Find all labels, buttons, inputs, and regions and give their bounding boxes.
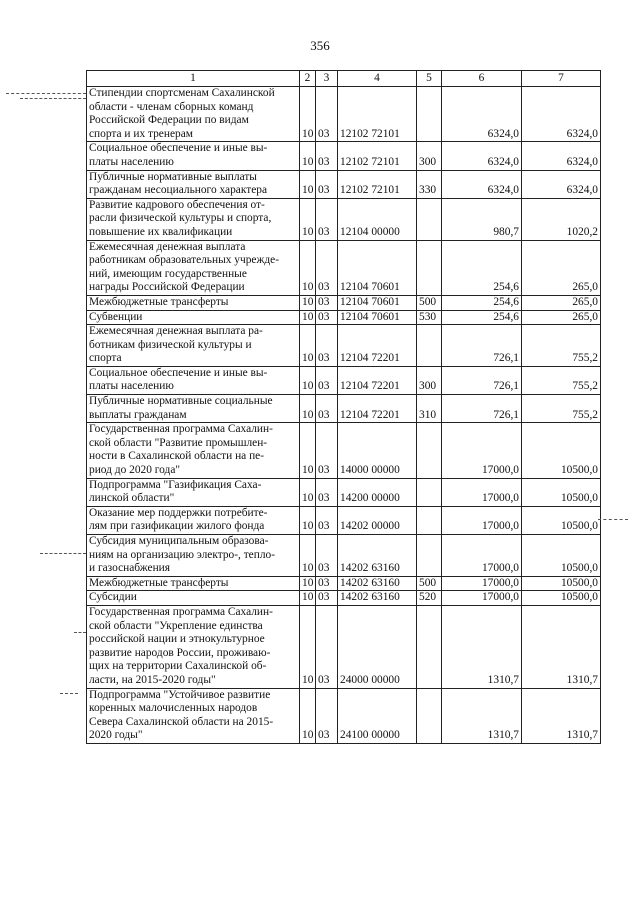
subsection-code: 03 <box>316 366 338 394</box>
target-article-code: 12102 72101 <box>338 142 417 170</box>
table-row <box>87 142 601 170</box>
target-article-code: 14000 00000 <box>338 423 417 478</box>
subsection-code: 03 <box>316 423 338 478</box>
row-name <box>87 87 300 142</box>
target-article-code: 12102 72101 <box>338 87 417 142</box>
row-name-line: Субсидии <box>89 591 137 604</box>
expense-type-code <box>417 535 442 577</box>
amount-2021: 6324,0 <box>522 87 601 142</box>
row-name-line: Субсидия муниципальным образова- <box>89 535 269 547</box>
row-name-line: 2020 годы" <box>89 729 143 742</box>
row-name-line: Развитие кадрового обеспечения от- <box>89 198 265 211</box>
page-number: 356 <box>310 38 330 53</box>
scan-artifact <box>74 632 86 633</box>
row-name <box>87 142 300 170</box>
row-name-line: Оказание мер поддержки потребите- <box>89 506 268 519</box>
row-name-line: платы населению <box>89 380 174 393</box>
amount-2021: 755,2 <box>522 366 601 394</box>
target-article-code: 12104 70601 <box>338 295 417 310</box>
expense-type-code <box>417 478 442 506</box>
row-name-line: работникам образовательных учрежде- <box>89 254 279 267</box>
row-name-line: ний, имеющим государственные <box>89 267 247 280</box>
row-name <box>87 240 300 295</box>
amount-2021: 10500,0 <box>522 478 601 506</box>
row-name <box>87 295 300 310</box>
row-name <box>87 688 300 743</box>
subsection-code: 03 <box>316 240 338 295</box>
amount-2021: 10500,0 <box>522 423 601 478</box>
subsection-code: 03 <box>316 170 338 198</box>
amount-2020: 6324,0 <box>442 87 522 142</box>
amount-2021: 10500,0 <box>522 591 601 606</box>
row-name <box>87 506 300 534</box>
row-name-line: ниям на организацию электро-, тепло- <box>89 548 276 561</box>
amount-2020: 17000,0 <box>442 423 522 478</box>
table-row <box>87 325 601 367</box>
subsection-code: 03 <box>316 535 338 577</box>
scan-artifact <box>598 519 628 520</box>
target-article-code: 12104 72201 <box>338 395 417 423</box>
amount-2021: 265,0 <box>522 295 601 310</box>
amount-2021: 1310,7 <box>522 688 601 743</box>
amount-2021: 10500,0 <box>522 535 601 577</box>
section-code: 10 <box>300 535 316 577</box>
amount-2020: 726,1 <box>442 395 522 423</box>
section-code: 10 <box>300 423 316 478</box>
amount-2020: 254,6 <box>442 240 522 295</box>
row-name <box>87 395 300 423</box>
amount-2020: 17000,0 <box>442 591 522 606</box>
subsection-code: 03 <box>316 688 338 743</box>
budget-table <box>86 70 601 744</box>
target-article-code: 14200 00000 <box>338 478 417 506</box>
row-name-line: Социальное обеспечение и иные вы- <box>89 142 268 155</box>
row-name-line: Социальное обеспечение и иные вы- <box>89 366 268 379</box>
row-name-line: повышение их квалификации <box>89 225 233 238</box>
amount-2021: 265,0 <box>522 240 601 295</box>
expense-type-code <box>417 423 442 478</box>
row-name-line: Российской Федерации по видам <box>89 114 249 127</box>
scan-artifact <box>60 693 78 694</box>
section-code: 10 <box>300 366 316 394</box>
subsection-code: 03 <box>316 325 338 367</box>
row-name-line: риод до 2020 года" <box>89 464 181 477</box>
section-code: 10 <box>300 591 316 606</box>
row-name <box>87 198 300 240</box>
section-code: 10 <box>300 325 316 367</box>
column-header: 4 <box>338 71 417 87</box>
row-name-line: развитие народов России, проживаю- <box>89 646 271 659</box>
target-article-code: 24000 00000 <box>338 605 417 688</box>
subsection-code: 03 <box>316 506 338 534</box>
table-row <box>87 240 601 295</box>
expense-type-code: 300 <box>417 366 442 394</box>
subsection-code: 03 <box>316 87 338 142</box>
expense-type-code: 530 <box>417 310 442 325</box>
section-code: 10 <box>300 170 316 198</box>
amount-2021: 10500,0 <box>522 506 601 534</box>
scan-artifact <box>20 98 86 99</box>
expense-type-code: 500 <box>417 295 442 310</box>
row-name-line: Межбюджетные трансферты <box>89 576 229 589</box>
target-article-code: 24100 00000 <box>338 688 417 743</box>
table-row <box>87 310 601 325</box>
row-name-line: российской нации и этнокультурное <box>89 633 265 646</box>
amount-2020: 17000,0 <box>442 478 522 506</box>
row-name-line: Государственная программа Сахалин- <box>89 423 273 436</box>
row-name-line: линской области" <box>89 492 175 505</box>
row-name-line: Публичные нормативные социальные <box>89 395 273 408</box>
table-row <box>87 198 601 240</box>
row-name <box>87 366 300 394</box>
row-name-line: щих на территории Сахалинской об- <box>89 660 267 673</box>
subsection-code: 03 <box>316 198 338 240</box>
section-code: 10 <box>300 295 316 310</box>
expense-type-code: 330 <box>417 170 442 198</box>
amount-2021: 265,0 <box>522 310 601 325</box>
row-name-line: Государственная программа Сахалин- <box>89 605 273 618</box>
expense-type-code: 310 <box>417 395 442 423</box>
row-name-line: спорта и их тренерам <box>89 127 193 140</box>
expense-type-code <box>417 87 442 142</box>
scan-artifact <box>6 93 86 94</box>
row-name <box>87 325 300 367</box>
table-row <box>87 605 601 688</box>
expense-type-code: 520 <box>417 591 442 606</box>
table-row <box>87 395 601 423</box>
expense-type-code <box>417 506 442 534</box>
table-row <box>87 87 601 142</box>
expense-type-code <box>417 240 442 295</box>
expense-type-code <box>417 605 442 688</box>
table-row <box>87 506 601 534</box>
section-code: 10 <box>300 506 316 534</box>
amount-2021: 1310,7 <box>522 605 601 688</box>
amount-2020: 726,1 <box>442 325 522 367</box>
section-code: 10 <box>300 240 316 295</box>
section-code: 10 <box>300 688 316 743</box>
row-name-line: расли физической культуры и спорта, <box>89 212 272 225</box>
row-name-line: награды Российской Федерации <box>89 281 245 294</box>
row-name <box>87 605 300 688</box>
row-name-line: Межбюджетные трансферты <box>89 295 229 308</box>
table-row <box>87 478 601 506</box>
amount-2020: 254,6 <box>442 310 522 325</box>
row-name-line: Подпрограмма "Газификация Саха- <box>89 478 262 491</box>
row-name-line: гражданам несоциального характера <box>89 184 268 197</box>
row-name-line: выплаты гражданам <box>89 408 187 421</box>
amount-2021: 10500,0 <box>522 576 601 591</box>
row-name <box>87 478 300 506</box>
table-row <box>87 535 601 577</box>
row-name-line: лям при газификации жилого фонда <box>89 520 265 533</box>
target-article-code: 12104 00000 <box>338 198 417 240</box>
table-row <box>87 591 601 606</box>
expense-type-code <box>417 688 442 743</box>
row-name <box>87 310 300 325</box>
amount-2021: 755,2 <box>522 325 601 367</box>
target-article-code: 14202 63160 <box>338 576 417 591</box>
table-header <box>87 71 601 87</box>
column-header: 1 <box>87 71 300 87</box>
target-article-code: 12104 70601 <box>338 310 417 325</box>
table-row <box>87 295 601 310</box>
row-name-line: Ежемесячная денежная выплата <box>89 240 246 253</box>
subsection-code: 03 <box>316 576 338 591</box>
table-row <box>87 366 601 394</box>
amount-2020: 254,6 <box>442 295 522 310</box>
amount-2021: 1020,2 <box>522 198 601 240</box>
table-row <box>87 423 601 478</box>
row-name-line: платы населению <box>89 155 174 168</box>
expense-type-code <box>417 325 442 367</box>
column-header: 7 <box>522 71 601 87</box>
column-header: 6 <box>442 71 522 87</box>
row-name-line: Субвенции <box>89 310 143 323</box>
section-code: 10 <box>300 576 316 591</box>
target-article-code: 14202 63160 <box>338 591 417 606</box>
amount-2020: 17000,0 <box>442 576 522 591</box>
amount-2021: 755,2 <box>522 395 601 423</box>
amount-2020: 6324,0 <box>442 142 522 170</box>
row-name-line: Севера Сахалинской области на 2015- <box>89 715 274 728</box>
target-article-code: 12104 72201 <box>338 325 417 367</box>
row-name-line: ской области "Укрепление единства <box>89 619 263 632</box>
scan-artifact <box>40 553 86 554</box>
table-row <box>87 576 601 591</box>
amount-2020: 726,1 <box>442 366 522 394</box>
section-code: 10 <box>300 310 316 325</box>
expense-type-code <box>417 198 442 240</box>
amount-2020: 1310,7 <box>442 605 522 688</box>
subsection-code: 03 <box>316 395 338 423</box>
target-article-code: 12104 72201 <box>338 366 417 394</box>
amount-2021: 6324,0 <box>522 170 601 198</box>
row-name-line: ласти, на 2015-2020 годы" <box>89 673 216 686</box>
row-name-line: и газоснабжения <box>89 562 171 575</box>
row-name-line: Публичные нормативные выплаты <box>89 170 257 183</box>
section-code: 10 <box>300 605 316 688</box>
section-code: 10 <box>300 87 316 142</box>
expense-type-code: 500 <box>417 576 442 591</box>
row-name-line: области - членам сборных команд <box>89 100 254 113</box>
subsection-code: 03 <box>316 591 338 606</box>
table-row <box>87 688 601 743</box>
target-article-code: 12102 72101 <box>338 170 417 198</box>
subsection-code: 03 <box>316 142 338 170</box>
target-article-code: 14202 63160 <box>338 535 417 577</box>
row-name-line: коренных малочисленных народов <box>89 702 258 715</box>
amount-2020: 17000,0 <box>442 535 522 577</box>
column-header: 5 <box>417 71 442 87</box>
amount-2020: 6324,0 <box>442 170 522 198</box>
amount-2021: 6324,0 <box>522 142 601 170</box>
row-name-line: Стипендии спортсменам Сахалинской <box>89 87 275 99</box>
amount-2020: 1310,7 <box>442 688 522 743</box>
row-name-line: ности в Сахалинской области на пе- <box>89 450 265 463</box>
target-article-code: 12104 70601 <box>338 240 417 295</box>
amount-2020: 980,7 <box>442 198 522 240</box>
section-code: 10 <box>300 395 316 423</box>
table-body <box>87 87 601 744</box>
expense-type-code: 300 <box>417 142 442 170</box>
table-row <box>87 170 601 198</box>
section-code: 10 <box>300 142 316 170</box>
amount-2020: 17000,0 <box>442 506 522 534</box>
column-header: 2 <box>300 71 316 87</box>
subsection-code: 03 <box>316 295 338 310</box>
subsection-code: 03 <box>316 310 338 325</box>
section-code: 10 <box>300 478 316 506</box>
row-name <box>87 576 300 591</box>
row-name-line: ботникам физической культуры и <box>89 338 252 351</box>
section-code: 10 <box>300 198 316 240</box>
row-name <box>87 170 300 198</box>
row-name-line: Подпрограмма "Устойчивое развитие <box>89 688 271 701</box>
row-name <box>87 535 300 577</box>
row-name <box>87 423 300 478</box>
row-name <box>87 591 300 606</box>
column-header: 3 <box>316 71 338 87</box>
subsection-code: 03 <box>316 478 338 506</box>
subsection-code: 03 <box>316 605 338 688</box>
row-name-line: Ежемесячная денежная выплата ра- <box>89 325 263 338</box>
header-row <box>87 71 601 87</box>
target-article-code: 14202 00000 <box>338 506 417 534</box>
row-name-line: ской области "Развитие промышлен- <box>89 436 268 449</box>
row-name-line: спорта <box>89 352 122 365</box>
